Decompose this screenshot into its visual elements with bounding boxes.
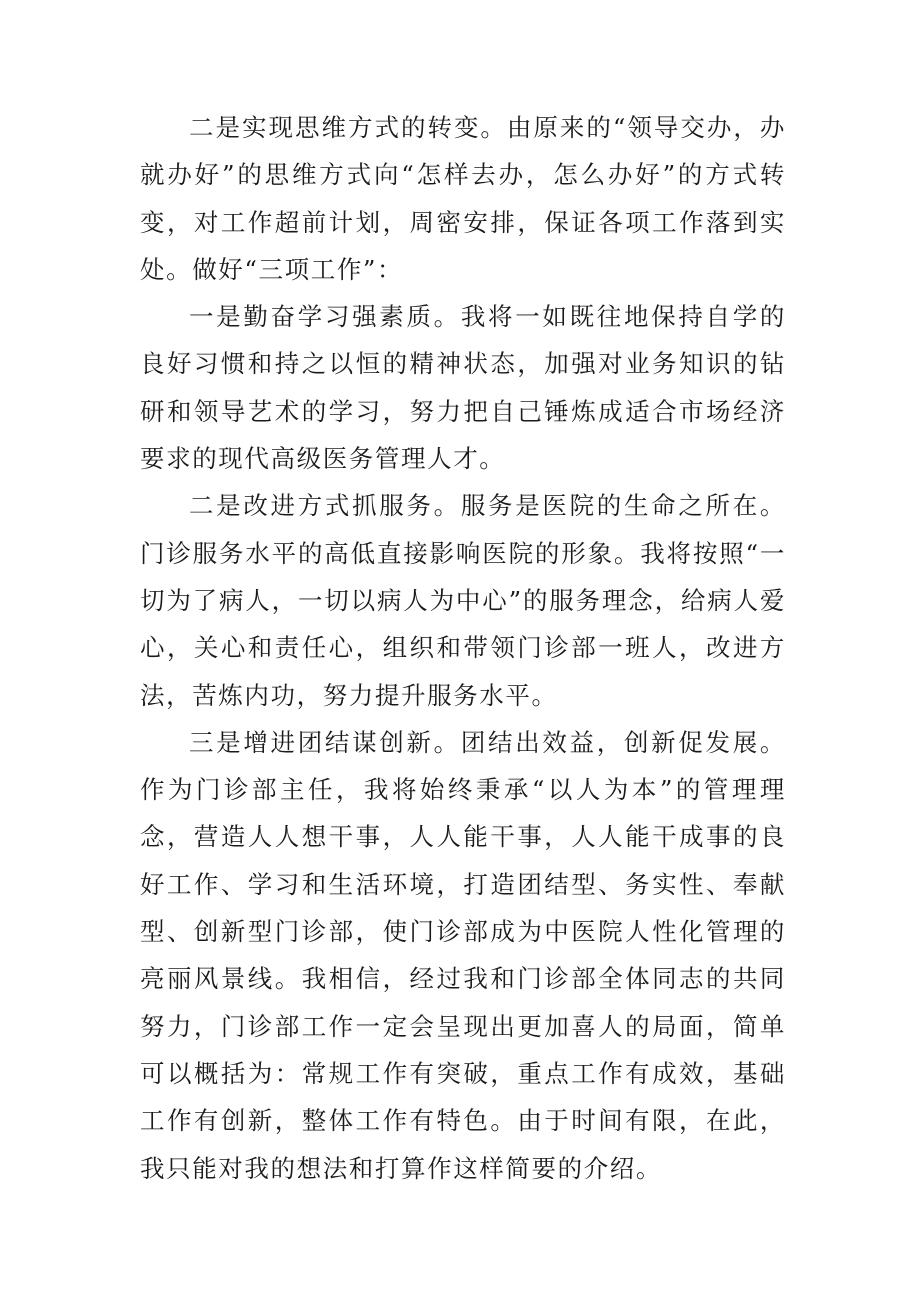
paragraph-service: 二是改进方式抓服务。服务是医院的生命之所在。门诊服务水平的高低直接影响医院的形象。我将按照“一切为了病人，一切以病人为中心”的服务理念，给病人爱心，关心和责任心，组织和带领门诊部一班人，改进方法，苦炼内功，努力提升服务水平。 <box>140 491 786 710</box>
paragraph-study: 一是勤奋学习强素质。我将一如既往地保持自学的良好习惯和持之以恒的精神状态，加强对业务知识的钻研和领导艺术的学习，努力把自己锤炼成适合市场经济要求的现代高级医务管理人才。 <box>140 302 786 474</box>
document-body <box>140 104 786 1192</box>
paragraph-unity-innovation: 三是增进团结谋创新。团结出效益，创新促发展。作为门诊部主任，我将始终秉承“以人为本”的管理理念，营造人人想干事，人人能干事，人人能干成事的良好工作、学习和生活环境，打造团结型、务实性、奉献型、创新型门诊部，使门诊部成为中医院人性化管理的亮丽风景线。我相信，经过我和门诊部全体同志的共同努力，门诊部工作一定会呈现出更加喜人的局面，简单可以概括为：常规工作有突破，重点工作有成效，基础工作有创新，整体工作有特色。由于时间有限，在此，我只能对我的想法和打算作这样简要的介绍。 <box>140 727 786 1183</box>
paragraph-thinking-change: 二是实现思维方式的转变。由原来的“领导交办，办就办好”的思维方式向“怎样去办，怎么办好”的方式转变，对工作超前计划，周密安排，保证各项工作落到实处。做好“三项工作”： <box>140 113 786 284</box>
